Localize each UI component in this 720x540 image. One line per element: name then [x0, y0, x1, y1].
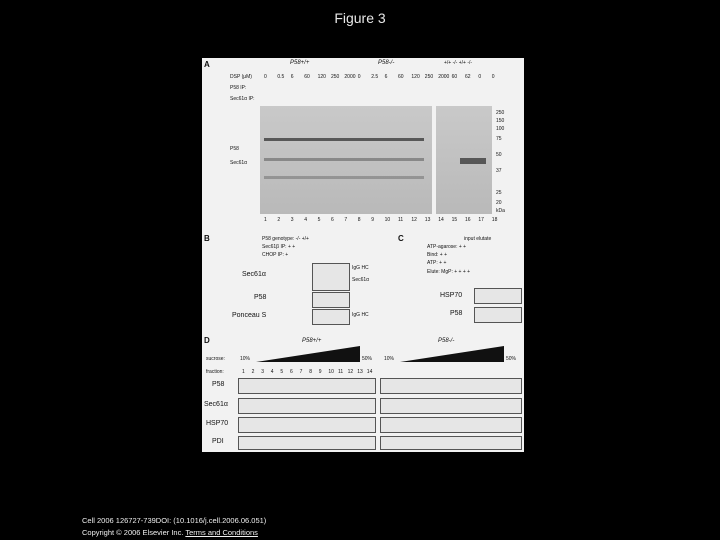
fraction-number: 5: [280, 369, 284, 375]
panel-b-left-label: Ponceau S: [232, 312, 267, 319]
mw-marker: 100: [496, 126, 505, 132]
gel-band: [264, 138, 424, 141]
blot-c-1: [474, 288, 522, 304]
dsp-value: 120: [411, 74, 420, 80]
mw-marker: 50: [496, 152, 502, 158]
mw-marker: 25: [496, 190, 502, 196]
side-label-sec61: Sec61α: [230, 160, 248, 166]
fraction-number: 7: [299, 369, 303, 375]
blot-d-right-1: [380, 378, 522, 394]
gel-left: [260, 106, 432, 214]
sucrose-right-end: 50%: [506, 356, 517, 362]
mw-marker: 20: [496, 200, 502, 206]
lane-number: 5: [317, 217, 321, 223]
terms-link[interactable]: Terms and Conditions: [185, 528, 258, 537]
panel-a-label: A: [204, 60, 210, 69]
panel-b-label: B: [204, 234, 210, 243]
blot-d-left-2: [238, 398, 376, 414]
lane-number: 3: [290, 217, 294, 223]
panel-d-genotype-left: P58+/+: [302, 338, 322, 344]
panel-b-left-label: P58: [254, 294, 267, 301]
lane-number: 14: [438, 217, 444, 223]
panel-c-row: Bind: + +: [427, 252, 448, 258]
fraction-label: fraction:: [206, 369, 224, 375]
footer-copyright: [82, 528, 258, 537]
dsp-value: 60: [451, 74, 458, 80]
blot-d-right-4: [380, 436, 522, 450]
dsp-value: 0: [264, 74, 267, 80]
blot-d-right-3: [380, 417, 522, 433]
dsp-value: 62: [465, 74, 471, 80]
dsp-value: 2000: [438, 74, 450, 80]
dsp-value: 2000: [344, 74, 356, 80]
dsp-value: 60: [398, 74, 404, 80]
mw-marker: 75: [496, 136, 502, 142]
dsp-value: 0: [357, 74, 361, 80]
lane-number: 15: [451, 217, 458, 223]
dsp-value: 250: [331, 74, 340, 80]
fraction-number: 9: [318, 369, 322, 375]
mw-marker: 37: [496, 168, 502, 174]
panel-b-right-label: IgG HC: [352, 265, 369, 271]
lane-number: 8: [357, 217, 361, 223]
fraction-number: 13: [357, 369, 363, 375]
dsp-value: 0: [478, 74, 482, 80]
dsp-value: 60: [304, 74, 310, 80]
lane-number: 6: [331, 217, 334, 223]
blot-b-1: [312, 263, 350, 291]
row-label-p58-ip: P58 IP:: [230, 85, 247, 91]
dsp-value: 250: [424, 74, 434, 80]
sucrose-label: sucrose:: [206, 356, 225, 362]
panel-d-row-label: Sec61α: [204, 401, 228, 408]
panel-d-genotype-right: P58-/-: [438, 338, 455, 344]
gel-band: [264, 176, 424, 179]
sucrose-right-start: 10%: [384, 356, 395, 362]
row-label-dsp: DSP (μM): [230, 74, 252, 80]
footer-citation: Cell 2006 126727-739DOI: (10.1016/j.cell.2006.06.051): [82, 516, 267, 525]
lane-number: 18: [491, 217, 498, 223]
blot-d-left-4: [238, 436, 376, 450]
dsp-value: 2.5: [371, 74, 379, 80]
sucrose-left-end: 50%: [362, 356, 373, 362]
copyright-text: Copyright © 2006 Elsevier Inc.: [82, 528, 184, 537]
fraction-number: 2: [251, 369, 255, 375]
panel-b-row: P58 genotype: -/- +/+: [262, 236, 309, 242]
panel-a-genotype-right: P58-/-: [378, 60, 395, 66]
fraction-number: 11: [338, 369, 344, 375]
panel-c-left-label: HSP70: [440, 292, 463, 299]
lane-number: 10: [384, 217, 391, 223]
panel-d-label: D: [204, 336, 210, 345]
gel-band: [460, 158, 486, 164]
panel-c-row: Elute: MgP: + + + +: [427, 269, 471, 275]
figure-image: [202, 58, 524, 452]
panel-d-row-label: P58: [212, 381, 225, 388]
blot-c-2: [474, 307, 522, 323]
panel-d-row-label: HSP70: [206, 420, 229, 427]
mw-marker: 250: [496, 110, 505, 116]
panel-b-row: Sec61β IP: + +: [262, 244, 296, 250]
blot-b-3: [312, 309, 350, 325]
fraction-number: 3: [261, 369, 264, 375]
mw-marker: 150: [496, 118, 505, 124]
lane-number: 2: [277, 217, 281, 223]
side-label-p58: P58: [230, 146, 239, 152]
lane-number: 11: [398, 217, 404, 223]
panel-b-right-label: IgG HC: [352, 312, 369, 318]
lane-number: 12: [411, 217, 417, 223]
gradient-wedge-right: [400, 346, 504, 362]
gel-right: [436, 106, 492, 214]
fraction-number: 8: [309, 369, 312, 375]
mw-marker: kDa: [496, 208, 505, 214]
panel-a-right-header: +/+ -/- +/+ -/-: [444, 60, 473, 66]
lane-number: 4: [304, 217, 307, 223]
row-label-sec61-ip: Sec61α IP:: [230, 96, 255, 102]
dsp-value: 0: [491, 74, 495, 80]
panel-c-left-label: P58: [450, 310, 463, 317]
dsp-value: 6: [384, 74, 388, 80]
panel-a-genotype-left: P58+/+: [290, 60, 310, 66]
lane-number: 7: [344, 217, 348, 223]
panel-b-row: CHOP IP: +: [262, 252, 289, 258]
page-title: Figure 3: [334, 10, 386, 26]
fraction-number: 1: [242, 369, 245, 375]
dsp-value: 6: [290, 74, 294, 80]
panel-b-right-label: Sec61α: [352, 277, 370, 283]
dsp-value: 120: [317, 74, 326, 80]
blot-d-left-3: [238, 417, 376, 433]
panel-c-label: C: [398, 234, 404, 243]
panel-b-left-label: Sec61α: [242, 271, 266, 278]
lane-number: 13: [424, 217, 431, 223]
fraction-number: 14: [366, 369, 373, 375]
fraction-number: 12: [347, 369, 354, 375]
lane-number: 9: [371, 217, 374, 223]
blot-d-right-2: [380, 398, 522, 414]
fraction-number: 10: [328, 369, 334, 375]
gel-band: [264, 158, 424, 161]
blot-d-left-1: [238, 378, 376, 394]
fraction-number: 4: [270, 369, 274, 375]
sucrose-left-start: 10%: [240, 356, 251, 362]
lane-number: 16: [465, 217, 471, 223]
panel-c-row: ATP-agarose: + +: [427, 244, 467, 250]
dsp-value: 0.5: [277, 74, 285, 80]
lane-number: 1: [264, 217, 267, 223]
fraction-number: 6: [290, 369, 293, 375]
panel-d-row-label: PDI: [212, 438, 224, 445]
gradient-wedge-left: [256, 346, 360, 362]
panel-c-header: input elutate: [464, 236, 492, 242]
lane-number: 17: [478, 217, 484, 223]
panel-c-row: ATP: + +: [427, 260, 447, 266]
blot-b-2: [312, 292, 350, 308]
